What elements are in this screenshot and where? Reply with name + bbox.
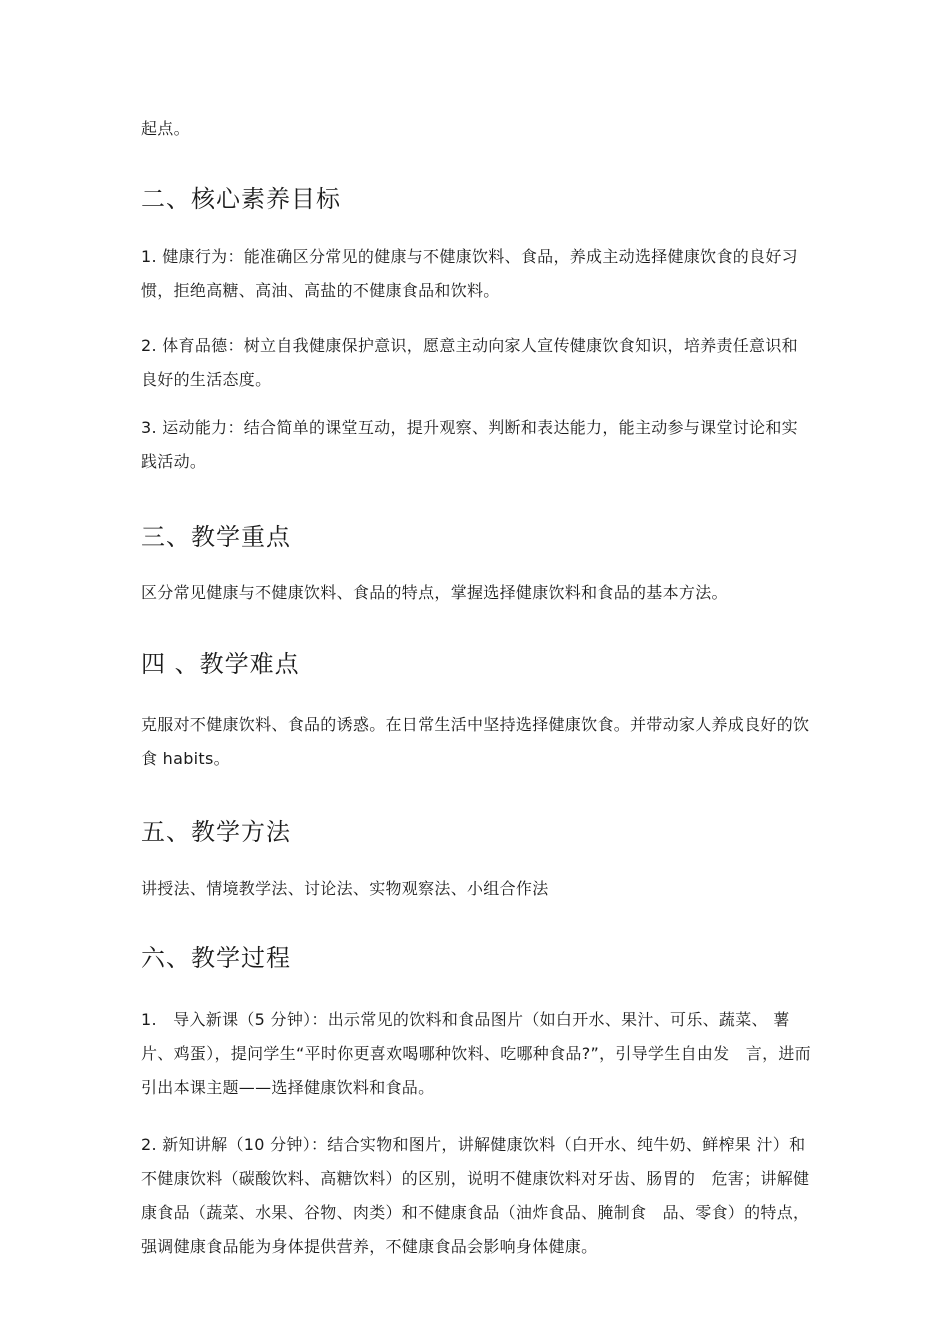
methods-text: 讲授法、情境教学法、讨论法、实物观察法、小组合作法	[141, 879, 549, 898]
section-heading-key-points: 三、教学重点	[141, 523, 291, 551]
section-heading-core-goals: 二、核心素养目标	[141, 185, 341, 213]
core-goal-item: 3. 运动能力：结合简单的课堂互动，提升观察、判断和表达能力，能主动参与课堂讨论和实践活动。	[141, 418, 798, 471]
section-heading-difficulties: 四 、教学难点	[141, 650, 300, 678]
intro-tail-text: 起点。	[141, 119, 190, 138]
section-heading-process: 六、教学过程	[141, 944, 291, 972]
section-heading-methods: 五、教学方法	[141, 818, 291, 846]
process-step-item: 2. 新知讲解（10 分钟）：结合实物和图片，讲解健康饮料（白开水、纯牛奶、鲜榨果 汁）和不健康饮料（碳酸饮料、高糖饮料）的区别，说明不健康饮料对牙齿、肠胃的 危害；讲解健康食品（蔬菜、水果、谷物、肉类）和不健康食品（油炸食品、腌制食 品、零食）的特点，强调健康食品能为身体提供营养，不健康食品会影响身体健康。	[141, 1135, 810, 1256]
core-goal-item: 1. 健康行为：能准确区分常见的健康与不健康饮料、食品，养成主动选择健康饮食的良好习惯，拒绝高糖、高油、高盐的不健康食品和饮料。	[141, 247, 798, 300]
key-points-text: 区分常见健康与不健康饮料、食品的特点，掌握选择健康饮料和食品的基本方法。	[141, 583, 728, 602]
process-step-item: 1. 导入新课（5 分钟）：出示常见的饮料和食品图片（如白开水、果汁、可乐、蔬菜、 薯片、鸡蛋），提问学生“平时你更喜欢喝哪种饮料、吃哪种食品?”，引导学生自由发 言，进而引出本课主题——选择健康饮料和食品。	[141, 1010, 811, 1097]
core-goal-item: 2. 体育品德：树立自我健康保护意识，愿意主动向家人宣传健康饮食知识，培养责任意识和良好的生活态度。	[141, 336, 798, 389]
difficulties-text: 克服对不健康饮料、食品的诱惑。在日常生活中坚持选择健康饮食。并带动家人养成良好的饮食 habits。	[141, 715, 810, 768]
